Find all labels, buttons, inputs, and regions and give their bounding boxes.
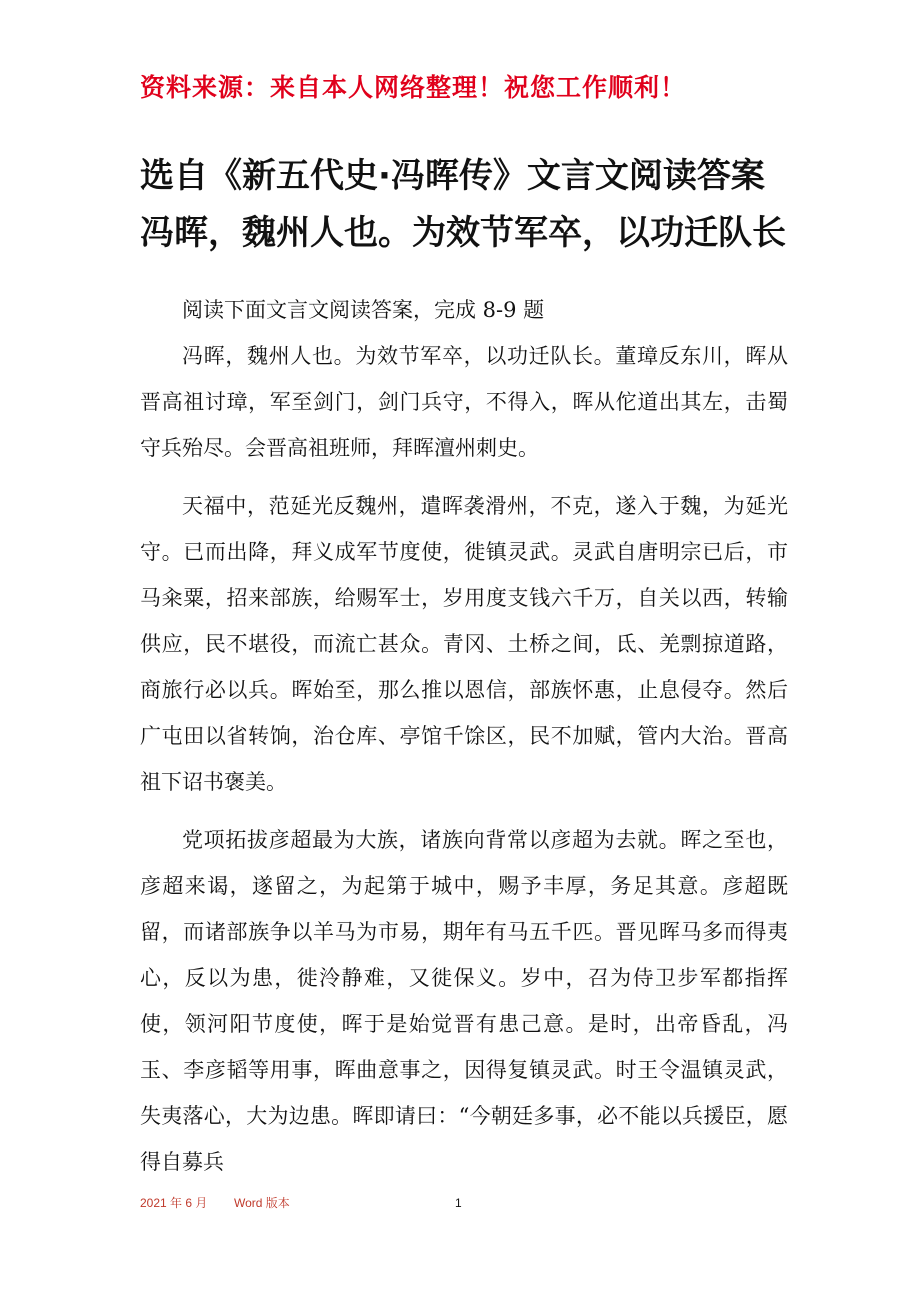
page-number: 1 [455,1196,462,1210]
page-footer [140,1193,780,1213]
title-line-2: 冯晖，魏州人也。为效节军卒，以功迁队长 [140,213,786,253]
source-banner: 资料来源：来自本人网络整理！祝您工作顺利！ [140,73,687,102]
paragraph-instruction: 阅读下面文言文阅读答案，完成 8-9 题 [182,298,545,322]
title-line-1: 选自《新五代史·冯晖传》文言文阅读答案 [140,156,765,196]
footer-version: Word 版本 [234,1196,290,1210]
footer-date: 2021 年 6 月 [140,1196,208,1210]
document-title [140,148,800,262]
paragraph-3: 党项拓拔彦超最为大族，诸族向背常以彦超为去就。晖之至也，彦超来谒，遂留之，为起第于城中，赐予丰厚，务足其意。彦超既留，而诸部族争以羊马为市易，期年有马五千匹。晋见晖马多而得夷心，反以为患，徙泠静难，又徙保义。岁中，召为侍卫步军都指挥使，领河阳节度使，晖于是始觉晋有患己意。是时，出帝昏乱，冯玉、李彦韬等用事，晖曲意事之，因得复镇灵武。时王令温镇灵武，失夷落心，大为边患。晖即请曰：“今朝廷多事，必不能以兵援臣，愿得自募兵 [140,828,788,1174]
paragraph-1: 冯晖，魏州人也。为效节军卒，以功迁队长。董璋反东川，晖从晋高祖讨璋，军至剑门，剑门兵守，不得入，晖从佗道出其左，击蜀守兵殆尽。会晋高祖班师，拜晖澶州刺史。 [140,344,788,460]
body-text [140,287,788,1185]
paragraph-2: 天福中，范延光反魏州，遣晖袭滑州，不克，遂入于魏，为延光守。已而出降，拜义成军节度使，徙镇灵武。灵武自唐明宗已后，市马籴粟，招来部族，给赐军士，岁用度支钱六千万，自关以西，转输供应，民不堪役，而流亡甚众。青冈、土桥之间，氐、羌剽掠道路，商旅行必以兵。晖始至，那么推以恩信，部族怀惠，止息侵夺。然后广屯田以省转饷，治仓库、亭馆千馀区，民不加赋，管内大治。晋高祖下诏书褒美。 [140,494,788,794]
